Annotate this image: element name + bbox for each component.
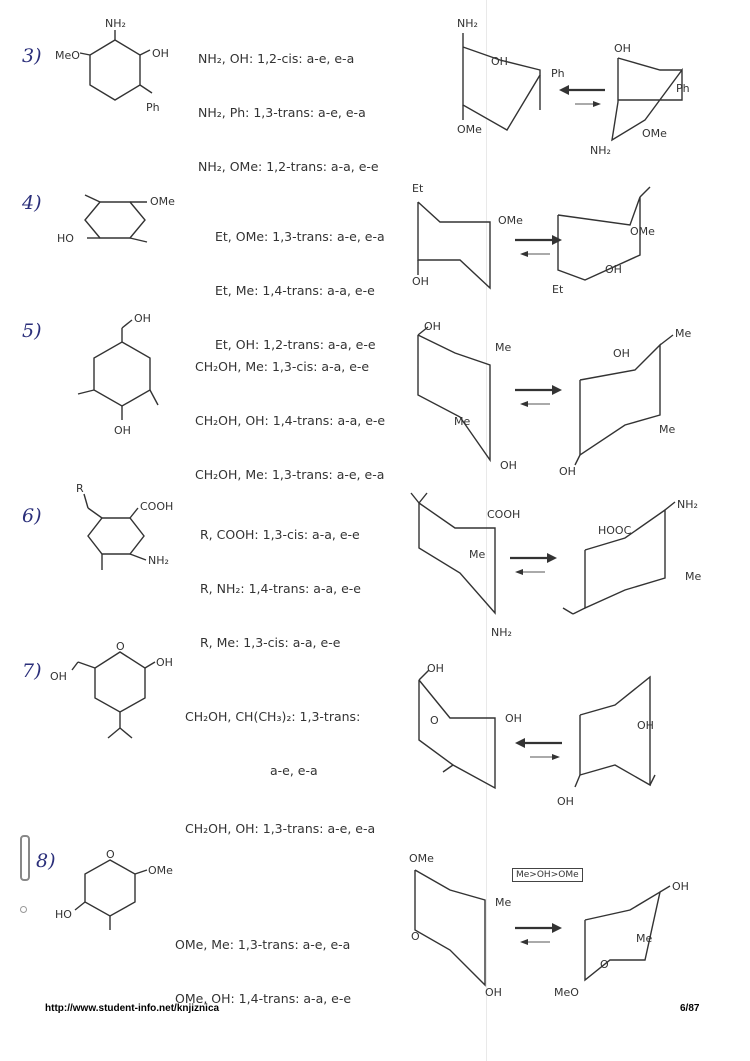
oh-label: OH bbox=[637, 719, 654, 732]
chair-conformer-left bbox=[405, 660, 525, 800]
ho-label: HO bbox=[55, 908, 72, 921]
oh-label: OH bbox=[605, 263, 622, 276]
relation-line: CH₂OH, OH: 1,4-trans: a-a, e-e bbox=[195, 413, 386, 428]
oh-label: OH bbox=[559, 465, 576, 478]
relation-line: R, COOH: 1,3-cis: a-a, e-e bbox=[200, 527, 360, 542]
nh2-label: NH₂ bbox=[590, 144, 611, 157]
nh2-label: NH₂ bbox=[457, 17, 478, 30]
ome-label: OMe bbox=[148, 864, 173, 877]
ome-label: OMe bbox=[630, 225, 655, 238]
oh-label: OH bbox=[424, 320, 441, 333]
chair-conformer-right bbox=[550, 880, 700, 1000]
r-label: R bbox=[76, 482, 84, 495]
me-label: Me bbox=[685, 570, 702, 583]
me-label: OH bbox=[613, 347, 630, 360]
oh-label: OH bbox=[485, 986, 502, 999]
relation-line: CH₂OH, Me: 1,3-cis: a-a, e-e bbox=[195, 359, 370, 374]
me-label: Me bbox=[469, 548, 486, 561]
hooc-label: HOOC bbox=[598, 524, 632, 537]
cooh-label: COOH bbox=[140, 500, 174, 513]
nh2-label: NH₂ bbox=[491, 626, 512, 639]
oh-label: OH bbox=[672, 880, 689, 893]
relations-list bbox=[185, 672, 375, 874]
relation-line: a-e, e-a bbox=[270, 763, 318, 778]
chair-conformer-right bbox=[555, 315, 705, 478]
nh2-label: NH₂ bbox=[105, 17, 126, 30]
ring-oxygen-label: O bbox=[116, 640, 125, 653]
oh-label: OH bbox=[614, 42, 631, 55]
oh-label: OH bbox=[491, 55, 508, 68]
chair-conformer-right bbox=[555, 490, 715, 630]
problem-number: 7) bbox=[22, 660, 42, 682]
ome-label: OMe bbox=[457, 123, 482, 136]
relation-line: OMe, OH: 1,4-trans: a-a, e-e bbox=[175, 991, 352, 1006]
page-number: 6/87 bbox=[680, 1003, 700, 1014]
relation-line: CH₂OH, CH(CH₃)₂: 1,3-trans: bbox=[185, 709, 361, 724]
me-label: Me bbox=[495, 341, 512, 354]
footer-url[interactable]: http://www.student-info.net/knjiznica bbox=[45, 1003, 220, 1014]
chair-conformer-left bbox=[455, 15, 585, 145]
binder-ring bbox=[20, 835, 30, 881]
ho-label: HO bbox=[57, 232, 74, 245]
flat-structure bbox=[55, 190, 185, 260]
et-label: Et bbox=[412, 182, 424, 195]
oh-label: OH bbox=[557, 795, 574, 808]
relation-line: Et, OMe: 1,3-trans: a-e, e-a bbox=[215, 229, 385, 244]
flat-structure bbox=[55, 848, 185, 938]
nh2-label: NH₂ bbox=[677, 498, 698, 511]
ph-label: Ph bbox=[676, 82, 690, 95]
ome-label: OMe bbox=[409, 852, 434, 865]
flat-structure bbox=[60, 480, 190, 590]
oh-label: OH bbox=[500, 459, 517, 472]
oh-label: Me bbox=[675, 327, 692, 340]
relations-list bbox=[198, 14, 379, 212]
flat-structure bbox=[50, 15, 180, 125]
relation-line: R, NH₂: 1,4-trans: a-a, e-e bbox=[200, 581, 361, 596]
relation-line: Et, Me: 1,4-trans: a-a, e-e bbox=[215, 283, 375, 298]
chair-conformer-left bbox=[410, 315, 517, 475]
flat-structure bbox=[70, 310, 190, 440]
ring-oxygen-label: O bbox=[411, 930, 420, 943]
binder-hole bbox=[20, 906, 27, 913]
oh-label: OH bbox=[152, 47, 169, 60]
oh-label: OH bbox=[114, 424, 131, 437]
relation-line: CH₂OH, Me: 1,3-trans: a-e, e-a bbox=[195, 467, 385, 482]
flat-structure bbox=[50, 640, 190, 750]
ome-label: OMe bbox=[642, 127, 667, 140]
relation-line: CH₂OH, OH: 1,3-trans: a-e, e-a bbox=[185, 821, 376, 836]
oh-label: OH bbox=[412, 275, 429, 288]
relation-line: NH₂, OH: 1,2-cis: a-e, e-a bbox=[198, 51, 355, 66]
ph-label: Ph bbox=[551, 67, 565, 80]
chair-conformer-left bbox=[405, 850, 525, 1000]
me-label: Me bbox=[636, 932, 653, 945]
me-label: Me bbox=[659, 423, 676, 436]
ome-label: OMe bbox=[150, 195, 175, 208]
relation-line: NH₂, Ph: 1,3-trans: a-e, e-a bbox=[198, 105, 366, 120]
chair-conformer-right bbox=[550, 185, 690, 305]
et-label: Et bbox=[552, 283, 564, 296]
chair-conformer-right bbox=[555, 665, 685, 815]
relation-line: R, Me: 1,3-cis: a-a, e-e bbox=[200, 635, 341, 650]
meo-label: MeO bbox=[55, 49, 80, 62]
ring-oxygen-label: O bbox=[106, 848, 115, 861]
me-label: Me bbox=[454, 415, 471, 428]
problem-number: 3) bbox=[22, 45, 42, 67]
me-label: Me bbox=[495, 896, 512, 909]
oh-label: OH bbox=[134, 312, 151, 325]
relation-line: NH₂, OMe: 1,2-trans: a-a, e-e bbox=[198, 159, 379, 174]
relation-line: Et, OH: 1,2-trans: a-a, e-e bbox=[215, 337, 376, 352]
chair-conformer-right bbox=[590, 40, 720, 160]
problem-number: 4) bbox=[22, 192, 42, 214]
cooh-label: COOH bbox=[487, 508, 521, 521]
ring-oxygen-label: O bbox=[600, 958, 609, 971]
problem-number: 5) bbox=[22, 320, 42, 342]
oh-label: OH bbox=[505, 712, 522, 725]
relations-list bbox=[200, 490, 361, 688]
stability-note: Me>OH>OMe bbox=[512, 868, 583, 882]
problem-number: 6) bbox=[22, 505, 42, 527]
oh-label: OH bbox=[50, 670, 67, 683]
oh-label: OH bbox=[156, 656, 173, 669]
ring-oxygen-label: O bbox=[430, 714, 439, 727]
problem-number: 8) bbox=[36, 850, 56, 872]
nh2-label: NH₂ bbox=[148, 554, 169, 567]
chair-conformer-left bbox=[410, 180, 523, 305]
ome-label: OMe bbox=[498, 214, 523, 227]
meo-label: MeO bbox=[554, 986, 579, 999]
relation-line: OMe, Me: 1,3-trans: a-e, e-a bbox=[175, 937, 351, 952]
relations-list bbox=[175, 900, 351, 1044]
ph-label: Ph bbox=[146, 101, 160, 114]
oh-label: OH bbox=[427, 662, 444, 675]
